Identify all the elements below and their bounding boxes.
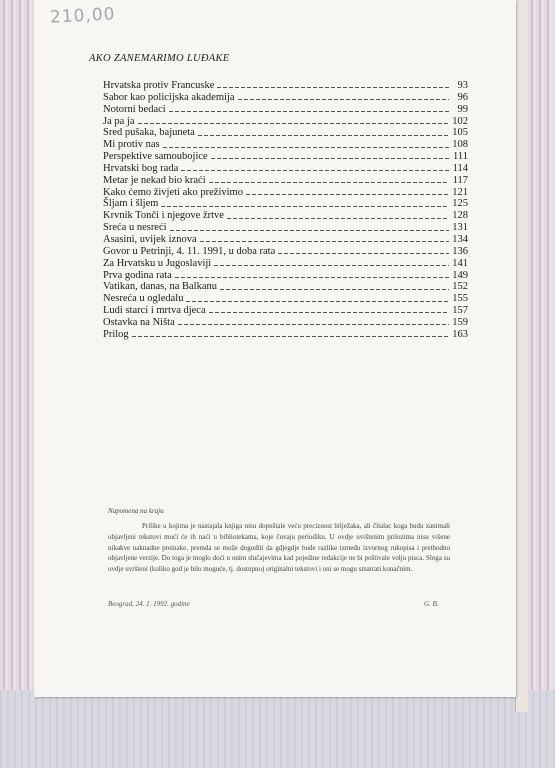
toc-entry-page: 128 xyxy=(452,210,468,222)
toc-entry-page: 99 xyxy=(457,103,468,115)
toc-entry xyxy=(103,187,468,199)
toc-entry-page: 111 xyxy=(453,151,468,163)
note-initials: G. B. xyxy=(424,600,439,608)
toc-dash-leader xyxy=(170,230,449,231)
toc-entry xyxy=(103,80,468,92)
note-date: Beograd, 24. 1. 1992. godine xyxy=(108,600,190,608)
toc-dash-leader xyxy=(214,265,449,266)
toc-entry-page: 131 xyxy=(452,222,468,234)
toc-dash-leader xyxy=(138,123,450,124)
toc-entry xyxy=(103,163,468,175)
toc-entry-page: 108 xyxy=(452,139,468,151)
toc-entry xyxy=(103,293,468,305)
toc-entry xyxy=(103,127,468,139)
toc-entry-title: Hrvatski bog rada xyxy=(103,162,179,174)
toc-entry xyxy=(103,175,468,187)
toc-entry-page: 155 xyxy=(452,293,468,305)
note-body: Prilike u kojima je nastajala knjiga nisu dopuštale veću preciznost bilježaka, ali čitalac koga budu zanimali objavljeni tekstovi moći će ih naći u bibliotekama, koje čuvaju periodiku. U ovdje uvrštenim prilozima nisu vršene nikakve naknadne preinake, premda se može dogoditi da gdjegdje bude razlike između izvornog rukopisa i prethodno objavljene verzije. Do toga je moglo doći u onim slučajevima kad pojedine redakcije ne bi poštivale volju pisca. Sloga su ovdje uvršteni (koliko god je bilo moguće, tj. dostupno) originalni tekstovi i oni se mogu smatrati konačnim. xyxy=(108,522,450,574)
toc-entry xyxy=(103,222,468,234)
section-title: AKO ZANEMARIMO LUĐAKE xyxy=(89,53,230,64)
toc-dash-leader xyxy=(169,111,449,112)
toc-entry-title: Govor u Petrinji, 4. 11. 1991, u doba rata xyxy=(103,245,276,257)
toc-dash-leader xyxy=(227,218,449,219)
toc-entry-title: Metar je nekad bio kraći xyxy=(103,174,206,186)
toc-entry-title: Prva godina rata xyxy=(103,269,172,281)
toc-entry-page: 93 xyxy=(457,80,468,91)
toc-dash-leader xyxy=(198,135,449,136)
toc-entry xyxy=(103,92,468,104)
toc-entry xyxy=(103,246,468,258)
toc-entry-title: Vatikan, danas, na Balkanu xyxy=(103,281,218,293)
toc-entry-page: 121 xyxy=(452,186,468,198)
toc-entry-title: Šljam i šljem xyxy=(103,198,159,210)
toc-entry xyxy=(103,305,468,317)
toc-entry-page: 152 xyxy=(452,281,468,293)
toc-entry xyxy=(103,210,468,222)
toc-dash-leader xyxy=(246,194,449,195)
toc-dash-leader xyxy=(163,147,449,148)
toc-entry-title: Asasini, uvijek iznova xyxy=(103,233,197,245)
toc-entry xyxy=(103,116,468,128)
toc-dash-leader xyxy=(209,182,449,183)
toc-entry-page: 105 xyxy=(452,127,468,139)
toc-entry-title: Za Hrvatsku u Jugoslaviji xyxy=(103,257,212,269)
note-title: Napomena na kraju xyxy=(108,507,164,515)
toc-entry-page: 117 xyxy=(452,174,468,186)
table-of-contents xyxy=(103,80,468,341)
toc-entry-page: 96 xyxy=(457,91,468,103)
handwritten-price: 210,00 xyxy=(49,4,116,28)
toc-dash-leader xyxy=(181,170,449,171)
toc-entry-page: 157 xyxy=(452,305,468,317)
toc-entry-title: Kako ćemo živjeti ako preživimo xyxy=(103,186,243,198)
toc-dash-leader xyxy=(211,158,449,159)
toc-entry-title: Perspektive samoubojice xyxy=(103,151,208,163)
toc-entry-title: Prilog xyxy=(103,328,129,340)
toc-dash-leader xyxy=(200,241,449,242)
toc-entry xyxy=(103,329,468,341)
toc-entry xyxy=(103,317,468,329)
toc-entry xyxy=(103,234,468,246)
toc-entry xyxy=(103,281,468,293)
toc-entry xyxy=(103,258,468,270)
toc-entry-title: Sabor kao policijska akademija xyxy=(103,91,235,103)
toc-dash-leader xyxy=(278,253,449,254)
toc-entry-title: Krvnik Tonči i njegove žrtve xyxy=(103,210,224,222)
toc-entry-page: 114 xyxy=(452,162,468,174)
toc-dash-leader xyxy=(132,336,449,337)
toc-entry xyxy=(103,139,468,151)
toc-dash-leader xyxy=(161,206,449,207)
background-bottom xyxy=(0,690,555,768)
toc-entry xyxy=(103,151,468,163)
toc-dash-leader xyxy=(209,312,449,313)
toc-entry xyxy=(103,198,468,210)
toc-entry-title: Mi protiv nas xyxy=(103,139,160,151)
toc-dash-leader xyxy=(178,324,449,325)
toc-entry-page: 134 xyxy=(452,233,468,245)
page-edge xyxy=(515,0,528,712)
toc-entry-title: Notorni bedaci xyxy=(103,103,166,115)
toc-entry-title: Nesreća u ogledalu xyxy=(103,293,184,305)
toc-entry xyxy=(103,104,468,116)
toc-entry-page: 141 xyxy=(452,257,468,269)
toc-entry-page: 149 xyxy=(452,269,468,281)
toc-entry-title: Sred pušaka, bajuneta xyxy=(103,127,195,139)
toc-dash-leader xyxy=(186,301,449,302)
toc-entry-page: 102 xyxy=(452,115,468,127)
toc-entry-title: Hrvatska protiv Francuske xyxy=(103,80,215,91)
toc-entry-page: 125 xyxy=(452,198,468,210)
toc-entry xyxy=(103,270,468,282)
toc-dash-leader xyxy=(220,289,449,290)
toc-entry-title: Ludi starci i mrtva djeca xyxy=(103,305,206,317)
toc-entry-page: 159 xyxy=(452,316,468,328)
toc-entry-title: Sreća u nesreći xyxy=(103,222,167,234)
toc-entry-page: 136 xyxy=(452,245,468,257)
toc-entry-title: Ostavka na Ništa xyxy=(103,316,175,328)
toc-entry-title: Ja pa ja xyxy=(103,115,135,127)
toc-dash-leader xyxy=(217,87,449,88)
toc-dash-leader xyxy=(175,277,449,278)
toc-dash-leader xyxy=(238,99,449,100)
toc-entry-page: 163 xyxy=(452,328,468,340)
